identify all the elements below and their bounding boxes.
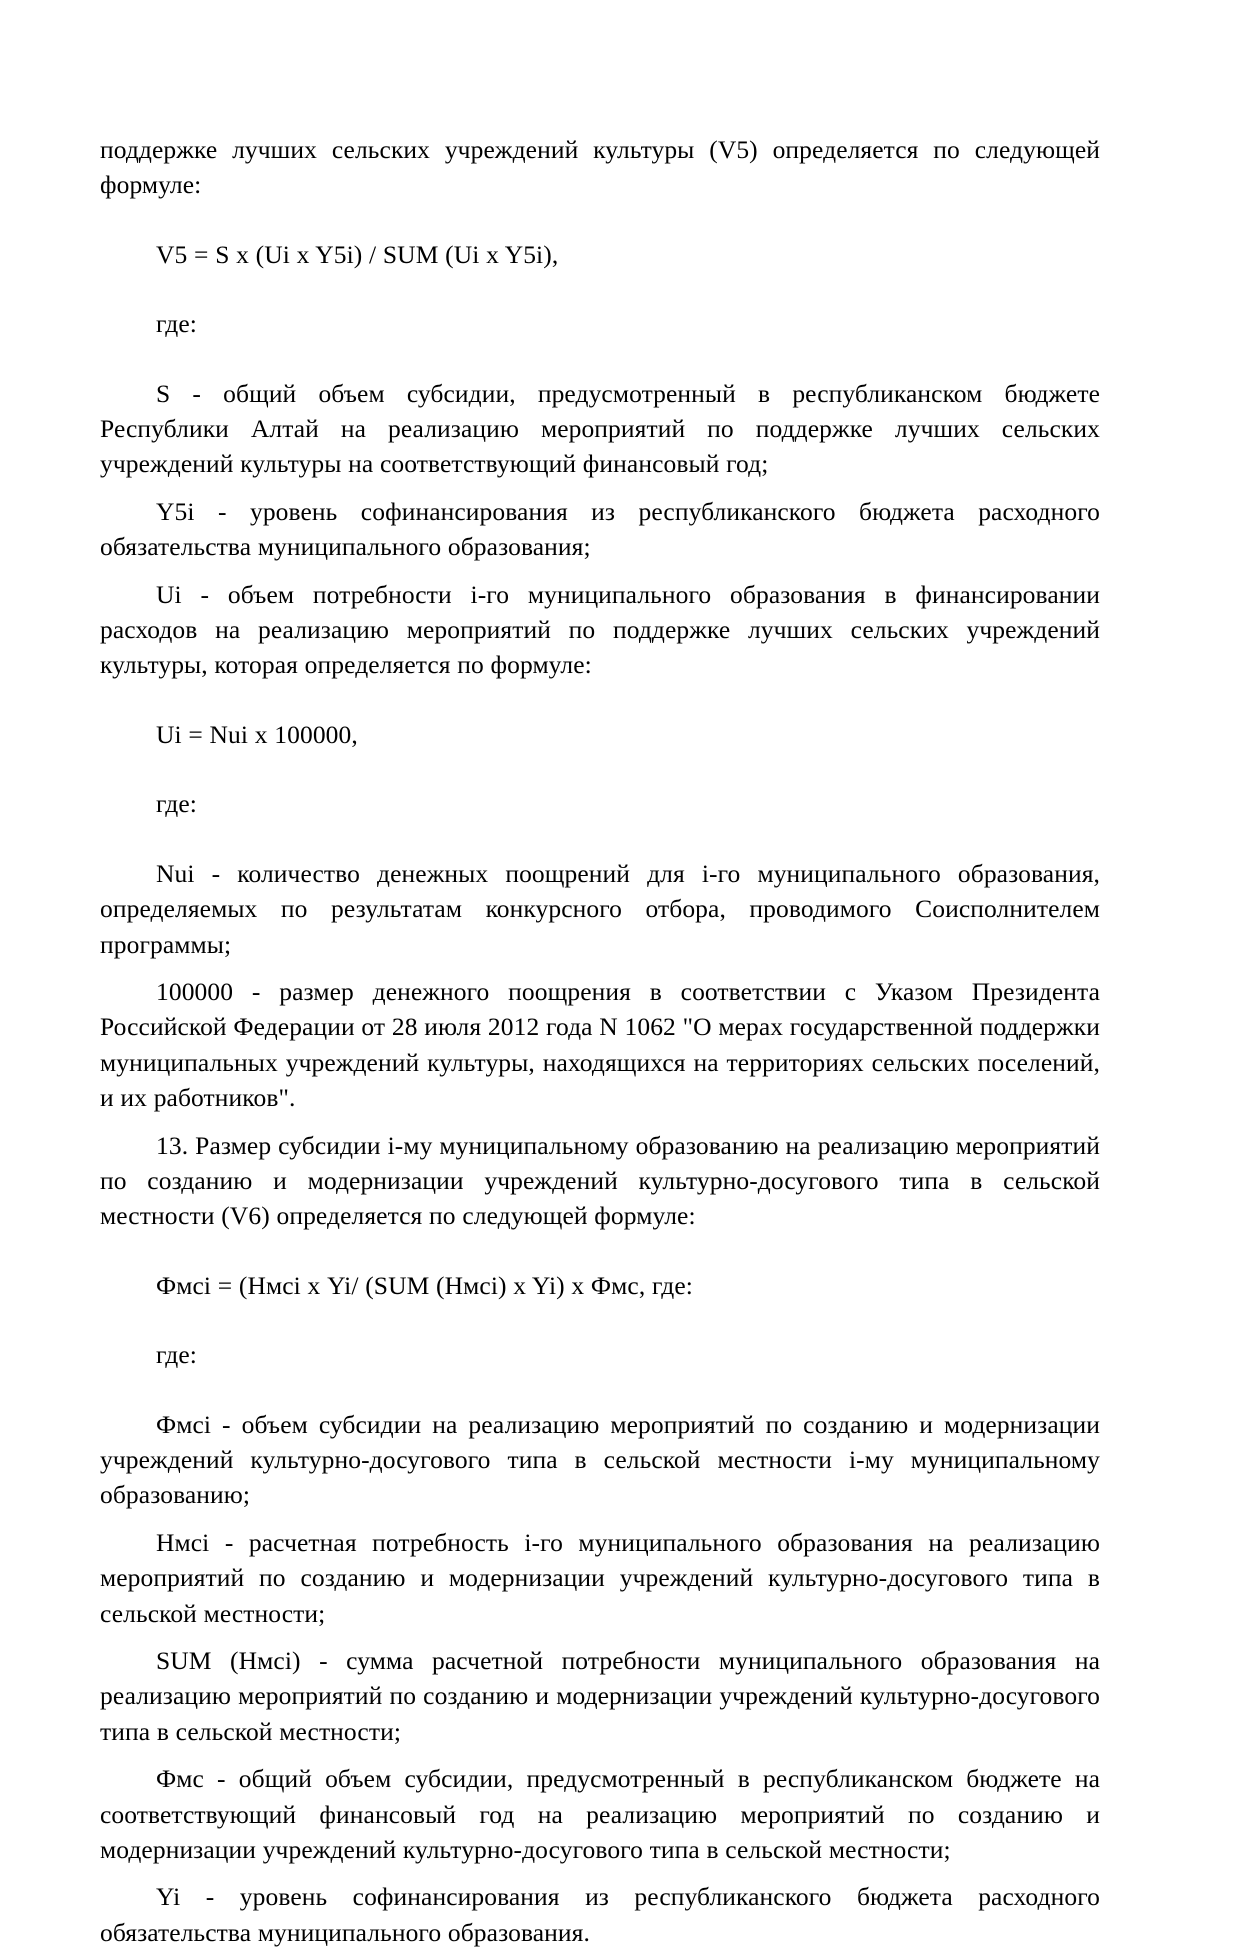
formula-v5: V5 = S x (Ui x Y5i) / SUM (Ui x Y5i),	[156, 239, 559, 269]
paragraph-spacer	[100, 1303, 1100, 1337]
paragraph-spacer	[100, 1116, 1100, 1128]
formula-ui: Ui = Nui x 100000,	[156, 719, 358, 749]
paragraph-spacer	[100, 683, 1100, 717]
paragraph-spacer	[100, 1749, 1100, 1761]
paragraph-spacer	[100, 203, 1100, 237]
paragraph-spacer	[100, 1867, 1100, 1879]
paragraph-spacer	[100, 752, 1100, 786]
paragraph-intro: поддержке лучших сельских учреждений культуры (V5) определяется по следующей формуле:	[100, 135, 1100, 200]
paragraph-definition-nmsi: Нмсi - расчетная потребность i-го муниципального образования на реализацию мероприятий по созданию и модернизации учреждений культурно-досугового типа в сельской местности;	[100, 1527, 1100, 1628]
formula-fmsi: Фмсi = (Нмсi х Yi/ (SUM (Нмсi) x Yi) x Фмс, где:	[156, 1270, 693, 1300]
paragraph-definition-sum-nmsi: SUM (Нмсi) - сумма расчетной потребности муниципального образования на реализацию мероприятий по созданию и модернизации учреждений культурно-досугового типа в сельской местности;	[100, 1646, 1100, 1746]
paragraph-spacer	[100, 1373, 1100, 1407]
paragraph-definition-nui: Nui - количество денежных поощрений для i-го муниципального образования, определяемых по результатам конкурсного отбора, проводимого Соисполнителем программы;	[100, 858, 1100, 959]
paragraph-spacer	[100, 1234, 1100, 1268]
paragraph-spacer	[100, 1513, 1100, 1525]
paragraph-definition-ui: Ui - объем потребности i-го муниципального образования в финансировании расходов на реализацию мероприятий по поддержке лучших сельских учреждений культуры, которая определяется по формуле:	[100, 579, 1100, 680]
paragraph-spacer	[100, 342, 1100, 376]
paragraph-definition-fms: Фмс - общий объем субсидии, предусмотренный в республиканском бюджете на соответствующий финансовый год на реализацию мероприятий по созданию и модернизации учреждений культурно-досугового типа в сельской местности;	[100, 1764, 1100, 1865]
paragraph-spacer	[100, 1631, 1100, 1643]
paragraph-definition-s: S - общий объем субсидии, предусмотренный в республиканском бюджете Республики Алтай на реализацию мероприятий по поддержке лучших сельских учреждений культуры на соответствующий финансовый год;	[100, 378, 1100, 479]
label-gde-1: где:	[156, 309, 197, 339]
paragraph-spacer	[100, 962, 1100, 974]
paragraph-clause-13: 13. Размер субсидии i-му муниципальному образованию на реализацию мероприятий по созданию и модернизации учреждений культурно-досугового типа в сельской местности (V6) определяется по следующей формуле:	[100, 1130, 1100, 1231]
label-gde-3: где:	[156, 1340, 197, 1370]
paragraph-spacer	[100, 565, 1100, 577]
label-gde-2: где:	[156, 789, 197, 819]
document-body	[100, 132, 1100, 1950]
paragraph-spacer	[100, 822, 1100, 856]
paragraph-definition-y5i: Y5i - уровень софинансирования из республиканского бюджета расходного обязательства муниципального образования;	[100, 496, 1100, 562]
paragraph-spacer	[100, 482, 1100, 494]
paragraph-definition-100000: 100000 - размер денежного поощрения в соответствии с Указом Президента Российской Федерации от 28 июля 2012 года N 1062 "О мерах государственной поддержки муниципальных учреждений культуры, находящихся на территориях сельских поселений, и их работников".	[100, 976, 1100, 1113]
paragraph-definition-fmsi: Фмсi - объем субсидии на реализацию мероприятий по созданию и модернизации учреждений культурно-досугового типа в сельской местности i-му муниципальному образованию;	[100, 1409, 1100, 1510]
paragraph-spacer	[100, 272, 1100, 306]
paragraph-definition-yi: Yi - уровень софинансирования из республиканского бюджета расходного обязательства муниципального образования.	[100, 1882, 1100, 1947]
